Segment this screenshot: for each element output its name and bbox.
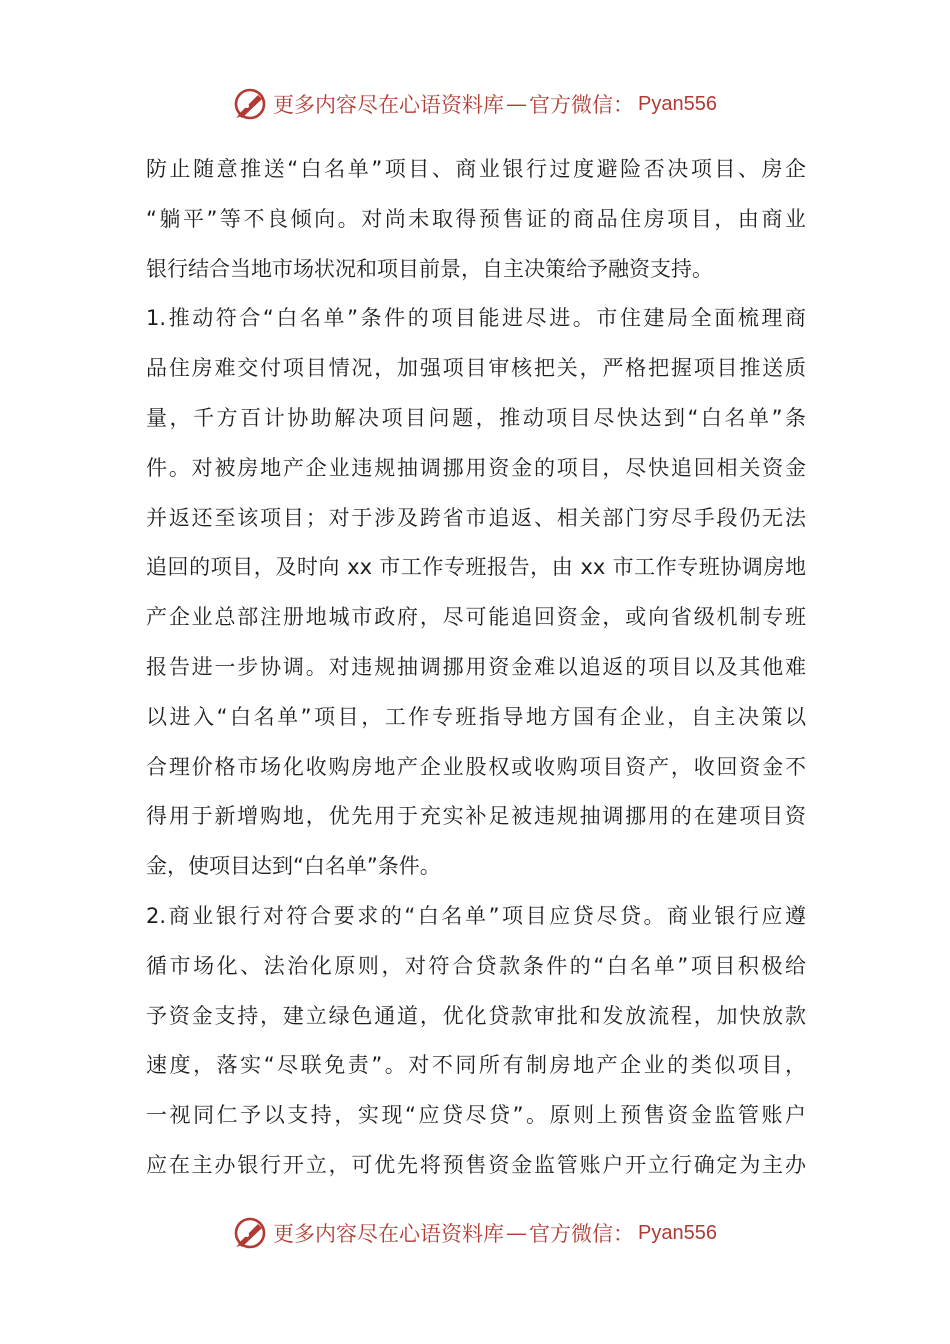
footer-watermark	[0, 1213, 950, 1253]
text-line: 予资金支持，建立绿色通道，优化贷款审批和发放流程，加快放款	[146, 1003, 806, 1028]
text-line: 一视同仁予以支持，实现“应贷尽贷”。原则上预售资金监管账户	[146, 1103, 806, 1128]
text-line: 量，千方百计协助解决项目问题，推动项目尽快达到“白名单”条	[146, 405, 806, 430]
text-line: 2.商业银行对符合要求的“白名单”项目应贷尽贷。商业银行应遵	[146, 903, 806, 928]
text-line: 并返还至该项目；对于涉及跨省市追返、相关部门穷尽手段仍无法	[146, 505, 806, 530]
watermark-label: 官方微信：	[529, 1222, 635, 1246]
text-line: 1.推动符合“白名单”条件的项目能进尽进。市住建局全面梳理商	[146, 306, 806, 331]
watermark-text: 更多内容尽在心语资料库	[273, 93, 505, 117]
text-line: 速度，落实“尽联免责”。对不同所有制房地产企业的类似项目，	[146, 1053, 806, 1078]
watermark-wechat-id: Pyan556	[638, 1221, 717, 1244]
pen-logo-icon	[233, 1216, 267, 1250]
pen-logo-icon	[233, 87, 267, 121]
text-line: 防止随意推送“白名单”项目、商业银行过度避险否决项目、房企	[146, 157, 806, 181]
header-watermark	[0, 84, 950, 124]
text-line: 银行结合当地市场状况和项目前景，自主决策给予融资支持。	[146, 256, 713, 281]
watermark-separator: —	[506, 1221, 528, 1245]
text-line: “躺平”等不良倾向。对尚未取得预售证的商品住房项目，由商业	[146, 206, 806, 231]
text-line: 报告进一步协调。对违规抽调挪用资金难以追返的项目以及其他难	[146, 654, 806, 679]
watermark-text: 更多内容尽在心语资料库	[273, 1222, 505, 1246]
text-line: 金，使项目达到“白名单”条件。	[146, 854, 441, 879]
text-line: 循市场化、法治化原则，对符合贷款条件的“白名单”项目积极给	[146, 953, 806, 978]
text-line: 件。对被房地产企业违规抽调挪用资金的项目，尽快追回相关资金	[146, 455, 806, 480]
text-line: 得用于新增购地，优先用于充实补足被违规抽调挪用的在建项目资	[146, 804, 806, 829]
watermark-wechat-id: Pyan556	[638, 92, 717, 115]
watermark-label: 官方微信：	[529, 93, 635, 117]
text-line: 合理价格市场化收购房地产企业股权或收购项目资产，收回资金不	[146, 754, 806, 779]
text-line: 品住房难交付项目情况，加强项目审核把关，严格把握项目推送质	[146, 356, 806, 381]
text-line: 追回的项目，及时向 xx 市工作专班报告，由 xx 市工作专班协调房地	[146, 555, 806, 580]
text-line: 应在主办银行开立，可优先将预售资金监管账户开立行确定为主办	[146, 1152, 806, 1177]
text-line: 产企业总部注册地城市政府，尽可能追回资金，或向省级机制专班	[146, 605, 806, 630]
watermark-separator: —	[506, 92, 528, 116]
document-body	[146, 145, 806, 1191]
text-line: 以进入“白名单”项目，工作专班指导地方国有企业，自主决策以	[146, 704, 806, 729]
